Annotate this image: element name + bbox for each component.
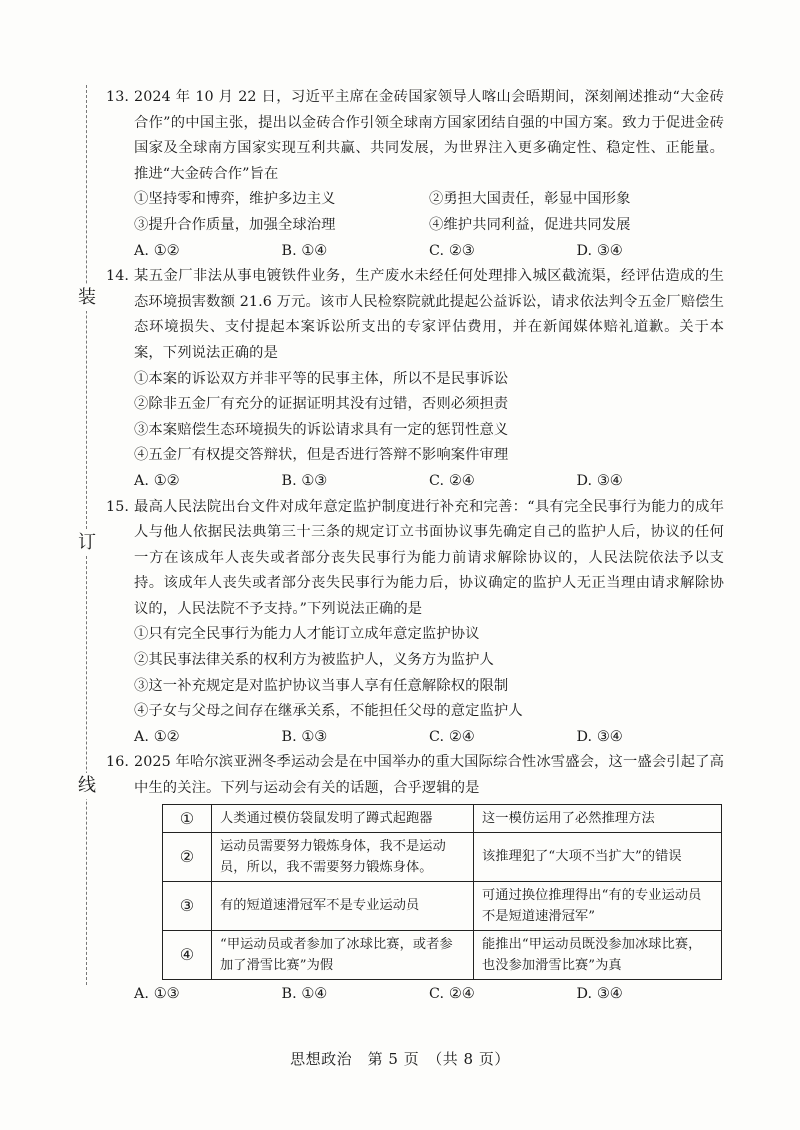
statement-3: ③本案赔偿生态环境损失的诉讼请求具有一定的惩罚性意义: [134, 421, 509, 438]
choice-a[interactable]: A. ①②: [134, 728, 180, 745]
question-stem: 最高人民法院出台文件对成年意定监护制度进行补充和完善：“具有完全民事行为能力的成年人与他人依据民法典第三十三条的规定订立书面协议事先确定自己的监护人后，协议的任何一方在该成年人丧失或者部分丧失民事行为能力前请求解除协议的，人民法院依法予以支持。该成年人丧失或者部分丧失民事行为能力后，协议确定的监护人无正当理由请求解除协议的，人民法院不予支持。”下列说法正确的是: [134, 498, 724, 617]
choice-d[interactable]: D. ③④: [576, 472, 623, 489]
choice-a[interactable]: A. ①②: [134, 472, 180, 489]
table-row: [163, 804, 722, 832]
table-row: [163, 930, 722, 979]
statement-row: [106, 213, 724, 239]
answer-choices: [106, 982, 724, 1008]
row-number: ②: [163, 832, 212, 881]
question-number: 14.: [106, 268, 130, 285]
row-topic: 运动员需要努力锻炼身体，我不是运动员，所以，我不需要努力锻炼身体。: [212, 832, 474, 881]
binding-char-zhuang: 装: [76, 285, 98, 311]
statement-2: ②除非五金厂有充分的证据证明其没有过错，否则必须担责: [134, 396, 509, 413]
statement-4: ④维护共同利益，促进共同发展: [429, 216, 631, 233]
choice-c[interactable]: C. ②③: [429, 242, 475, 259]
row-number: ①: [163, 804, 212, 832]
question-13: [106, 85, 724, 264]
answer-choices: [106, 469, 724, 495]
question-14: [106, 264, 724, 494]
page-footer: 思想政治 第 5 页 （共 8 页）: [290, 1050, 510, 1068]
choice-a[interactable]: A. ①②: [134, 242, 180, 259]
choice-b[interactable]: B. ①④: [281, 242, 328, 259]
question-16: [106, 750, 724, 1007]
statement-1: ①只有完全民事行为能力人才能订立成年意定监护协议: [134, 626, 480, 643]
logic-table: [162, 804, 722, 980]
table-row: [163, 832, 722, 881]
choice-c[interactable]: C. ②④: [429, 985, 475, 1002]
statement-row: [106, 187, 724, 213]
choice-b[interactable]: B. ①③: [281, 728, 328, 745]
row-number: ③: [163, 881, 212, 930]
choice-b[interactable]: B. ①③: [281, 472, 328, 489]
choice-d[interactable]: D. ③④: [576, 985, 623, 1002]
row-comment: 能推出“甲运动员既没参加冰球比赛，也没参加滑雪比赛”为真: [474, 930, 722, 979]
choice-d[interactable]: D. ③④: [576, 242, 623, 259]
statement-1: ①本案的诉讼双方并非平等的民事主体，所以不是民事诉讼: [134, 370, 509, 387]
binding-char-ding: 订: [76, 530, 98, 556]
choice-d[interactable]: D. ③④: [576, 728, 623, 745]
row-number: ④: [163, 930, 212, 979]
statement-4: ④五金厂有权提交答辩状，但是否进行答辩不影响案件审理: [134, 447, 509, 464]
statement-1: ①坚持零和博弈，维护多边主义: [134, 191, 336, 208]
question-stem: 2025 年哈尔滨亚洲冬季运动会是在中国举办的重大国际综合性冰雪盛会，这一盛会引起了高中生的关注。下列与运动会有关的话题，合乎逻辑的是: [134, 754, 724, 797]
row-topic: “甲运动员或者参加了冰球比赛，或者参加了滑雪比赛”为假: [212, 930, 474, 979]
row-comment: 这一模仿运用了必然推理方法: [474, 804, 722, 832]
question-stem: 2024 年 10 月 22 日，习近平主席在金砖国家领导人喀山会晤期间，深刻阐述推动“大金砖合作”的中国主张，提出以金砖合作引领全球南方国家团结自强的中国方案。致力于促进金砖国家及全球南方国家实现互利共赢、共同发展，为世界注入更多确定性、稳定性、正能量。推进“大金砖合作”旨在: [134, 89, 724, 182]
choice-c[interactable]: C. ②④: [429, 472, 475, 489]
answer-choices: [106, 239, 724, 265]
statement-2: ②勇担大国责任，彰显中国形象: [429, 191, 631, 208]
row-comment: 该推理犯了“大项不当扩大”的错误: [474, 832, 722, 881]
statement-2: ②其民事法律关系的权利方为被监护人，义务方为监护人: [134, 652, 494, 669]
question-number: 13.: [106, 89, 130, 105]
choice-b[interactable]: B. ①④: [281, 985, 328, 1002]
choice-a[interactable]: A. ①③: [134, 985, 180, 1002]
statement-4: ④子女与父母之间存在继承关系，不能担任父母的意定监护人: [134, 703, 523, 720]
row-comment: 可通过换位推理得出“有的专业运动员不是短道速滑冠军”: [474, 881, 722, 930]
question-number: 15.: [106, 498, 130, 515]
table-row: [163, 881, 722, 930]
question-15: [106, 495, 724, 751]
statement-3: ③这一补充规定是对监护协议当事人享有任意解除权的限制: [134, 677, 509, 694]
question-stem: 某五金厂非法从事电镀铁件业务，生产废水未经任何处理排入城区截流渠，经评估造成的生态环境损害数额 21.6 万元。该市人民检察院就此提起公益诉讼，请求依法判令五金厂赔偿生态环境损失、支付提起本案诉讼所支出的专家评估费用，并在新闻媒体赔礼道歉。关于本案，下列说法正确的是: [134, 268, 724, 361]
choice-c[interactable]: C. ②④: [429, 728, 475, 745]
row-topic: 人类通过模仿袋鼠发明了蹲式起跑器: [212, 804, 474, 832]
row-topic: 有的短道速滑冠军不是专业运动员: [212, 881, 474, 930]
binding-char-xian: 线: [76, 773, 98, 799]
question-number: 16.: [106, 754, 130, 771]
statement-3: ③提升合作质量，加强全球治理: [134, 216, 336, 233]
answer-choices: [106, 725, 724, 751]
exam-content: [106, 85, 724, 1007]
